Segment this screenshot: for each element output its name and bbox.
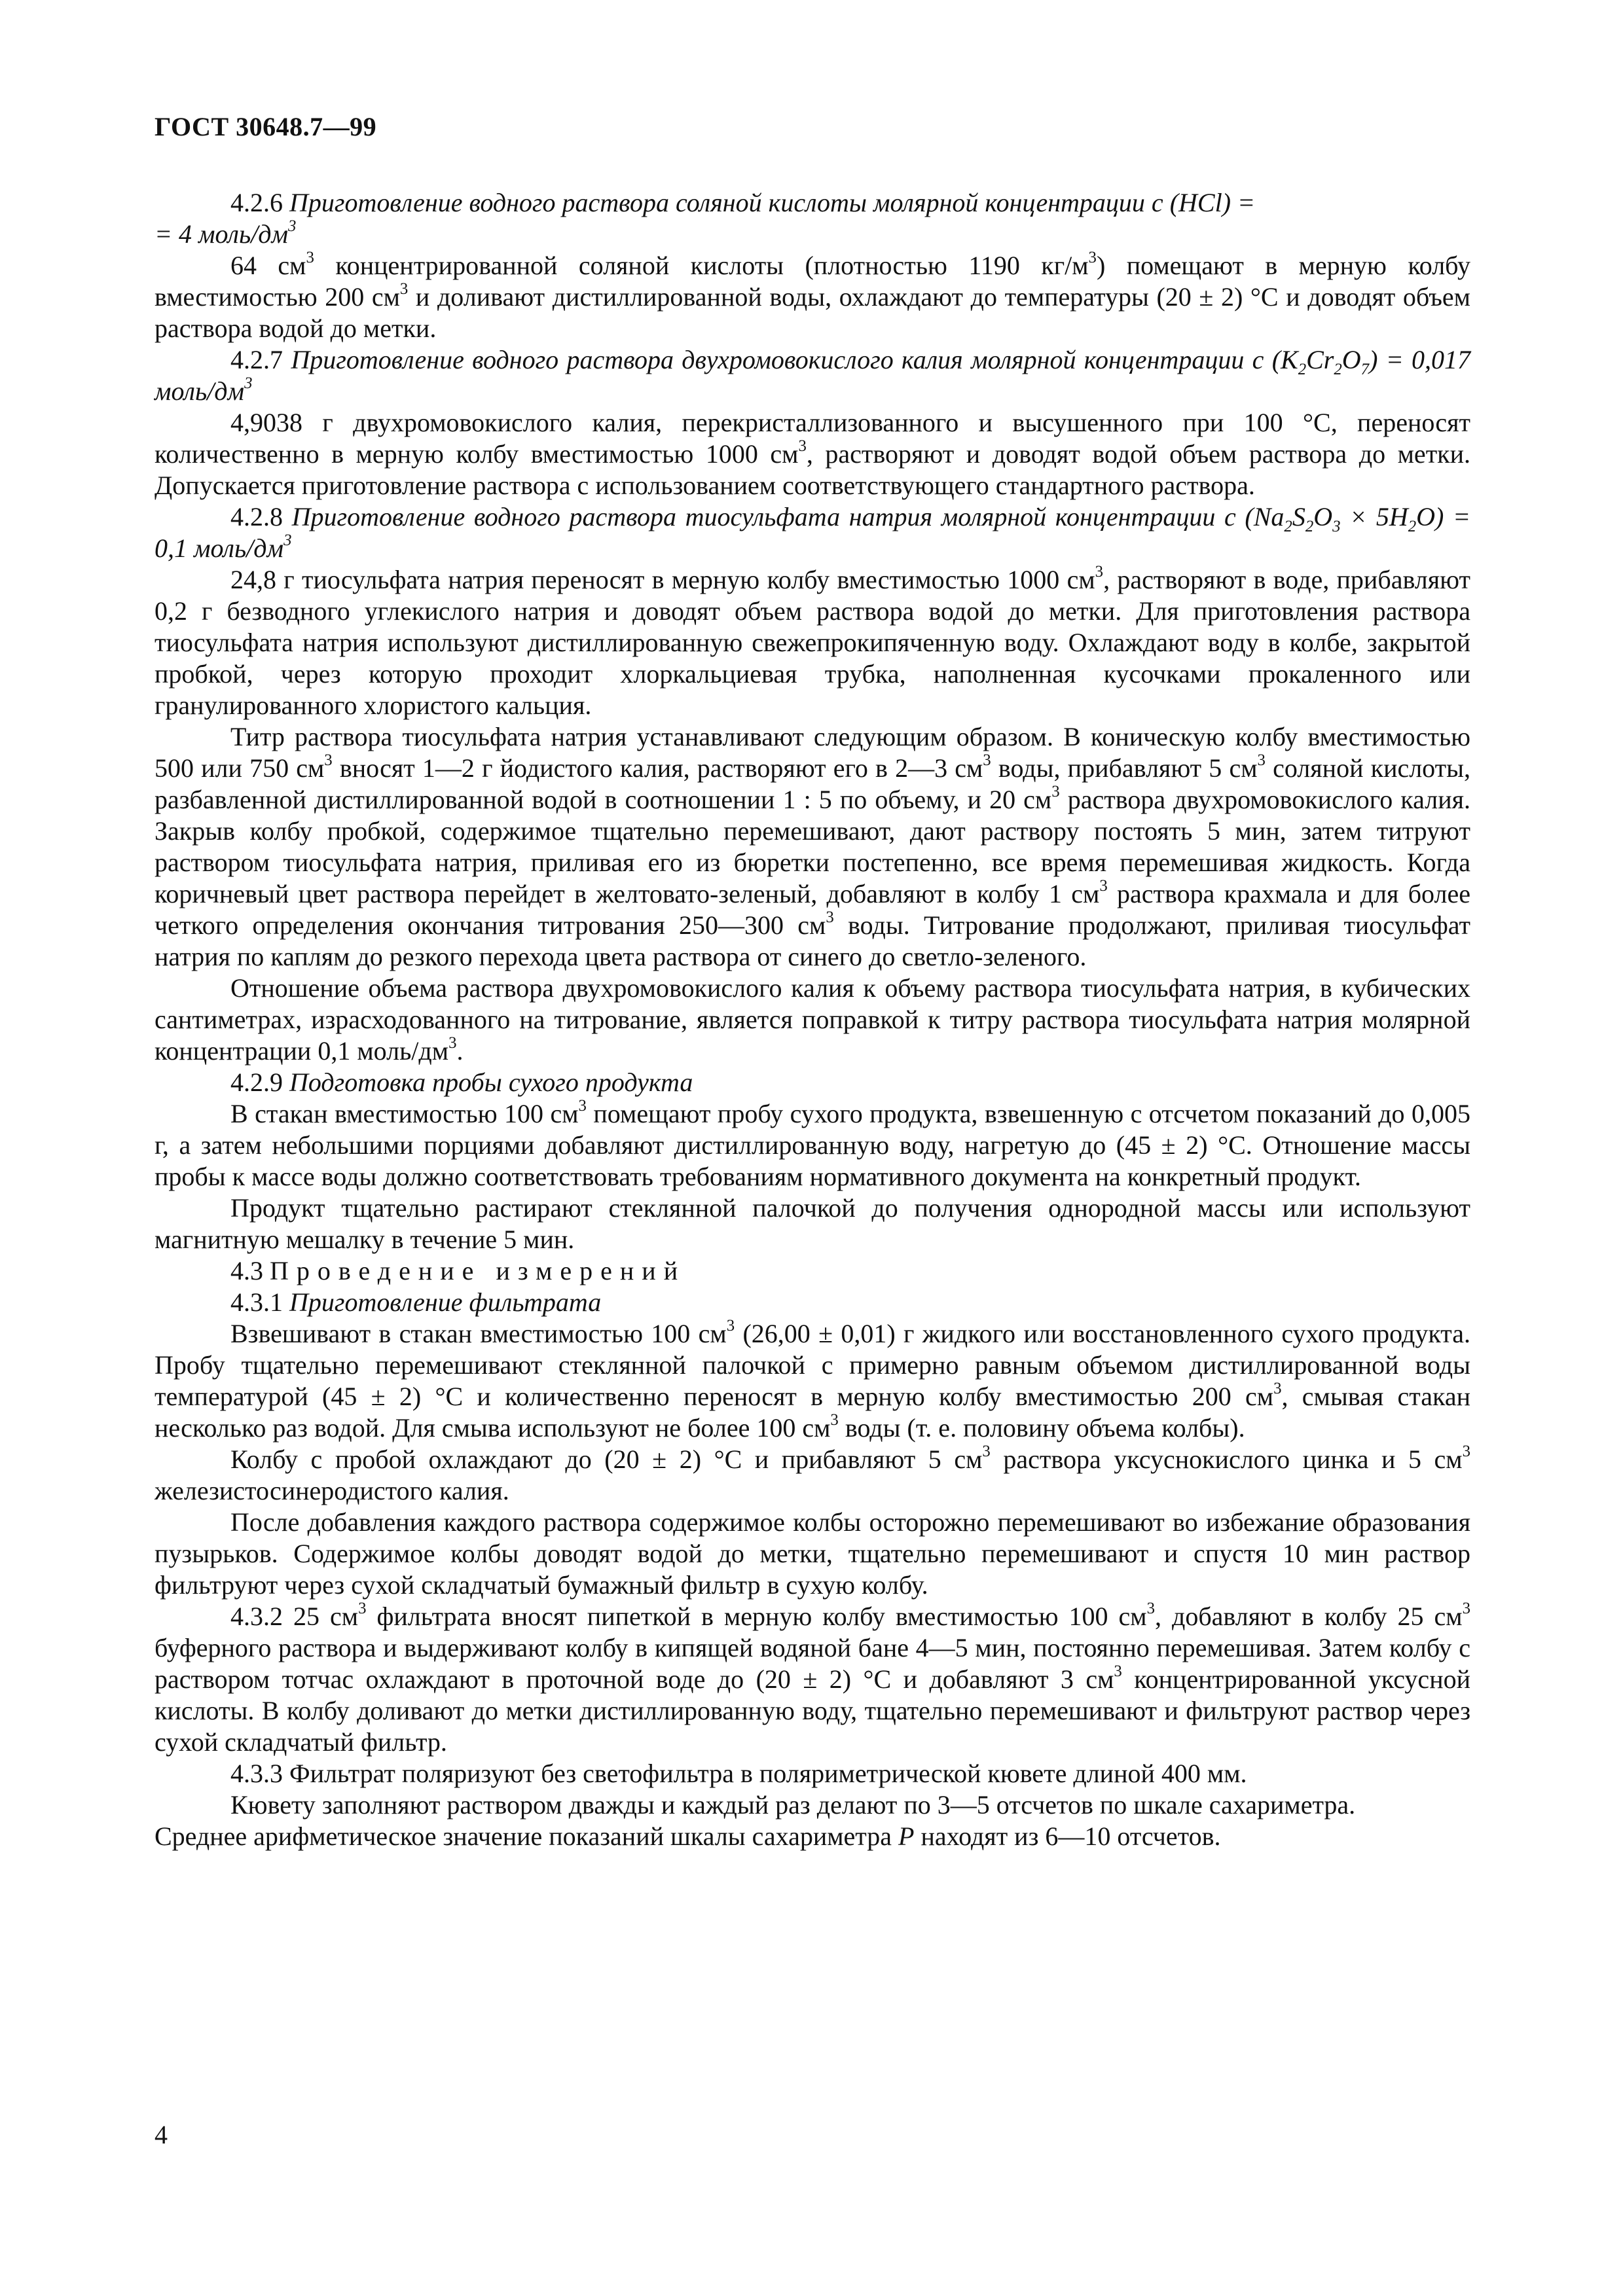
section-4-3-3-paragraph-1: 4.3.3 Фильтрат поляризуют без светофильтра в поляриметрической кювете длиной 400 мм. <box>230 1759 1247 1788</box>
section-4-3-1-paragraph-1: Взвешивают в стакан вместимостью 100 $см^3$ (26,00 ± 0,01) г жидкого или восстановленного сухого продукта. Пробу тщательно перемешивают стеклянной палочкой с примерно равным объемом дистиллированной воды температурой (45 ± 2) °С и количественно переносят в мерную колбу вместимостью 200 $см^3$, смывая стакан несколько раз водой. Для смыва используют не более 100 $см^3$ воды (т. е. половину объема колбы). <box>155 1316 1470 1443</box>
page-number: 4 <box>155 2120 168 2149</box>
section-4-3-3-paragraph-2: Кювету заполняют раствором дважды и каждый раз делают по 3—5 отсчетов по шкале сахариметра. <box>230 1790 1356 1820</box>
document-body <box>155 187 1470 1852</box>
section-4-2-8-heading: 4.2.8 Приготовление водного раствора тиосульфата натрия молярной концентрации с $(Na_2S_2O_3 \times 5H_2O) = 0,1$ моль/$дм^3$ <box>155 502 1470 563</box>
section-4-2-8-paragraph-1: 24,8 г тиосульфата натрия переносят в мерную колбу вместимостью 1000 $см^3$, растворяют в воде, прибавляют 0,2 г безводного углекислого натрия и доводят объем раствора водой до метки. Для приготовления раствора тиосульфата натрия используют дистиллированную свежепрокипяченную воду. Охлаждают воду в колбе, закрытой пробкой, через которую проходит хлоркальциевая трубка, наполненная кусочками прокаленного или гранулированного хлористого кальция. <box>155 562 1470 720</box>
document-header: ГОСТ 30648.7—99 <box>155 112 377 141</box>
section-4-3-heading: 4.3 Проведение измерений <box>230 1256 686 1285</box>
section-4-2-8-paragraph-3: Отношение объема раствора двухромовокислого калия к объему раствора тиосульфата натрия, в кубических сантиметрах, израсходованного на титрование, является поправкой к титру раствора тиосульфата натрия молярной концентрации 0,1 моль/$дм^3$. <box>155 973 1470 1066</box>
section-4-3-1-paragraph-3: После добавления каждого раствора содержимое колбы осторожно перемешивают во избежание образования пузырьков. Содержимое колбы доводят водой до метки, тщательно перемешивают и спустя 10 мин раствор фильтруют через сухой складчатый бумажный фильтр в сухую колбу. <box>155 1507 1470 1600</box>
section-4-3-1-paragraph-2: Колбу с пробой охлаждают до (20 ± 2) °С и прибавляют 5 $см^3$ раствора уксуснокислого цинка и 5 $см^3$ железистосинеродистого калия. <box>155 1442 1470 1505</box>
section-4-2-9-paragraph-1: В стакан вместимостью 100 $см^3$ помещают пробу сухого продукта, взвешенную с отсчетом показаний до 0,005 г, а затем небольшими порциями добавляют дистиллированную воду, нагретую до (45 ± 2) °С. Отношение массы пробы к массе воды должно соответствовать требованиям нормативного документа на конкретный продукт. <box>155 1096 1470 1191</box>
section-4-2-9-heading: 4.2.9 Подготовка пробы сухого продукта <box>230 1067 693 1097</box>
section-4-2-7-heading: 4.2.7 Приготовление водного раствора двухромовокислого калия молярной концентрации с $(K_2Cr_2O_7) = 0,017$ моль/$дм^3$ <box>155 345 1471 406</box>
section-4-3-2-paragraph: 4.3.2 25 $см^3$ фильтрата вносят пипеткой в мерную колбу вместимостью 100 $см^3$, добавляют в колбу 25 $см^3$ буферного раствора и выдерживают колбу в кипящей водяной бане 4—5 мин, постоянно перемешивая. Затем колбу с раствором тотчас охлаждают в проточной воде до (20 ± 2) °С и добавляют 3 $см^3$ концентрированной уксусной кислоты. В колбу доливают до метки дистиллированную воду, тщательно перемешивают и фильтруют раствор через сухой складчатый фильтр. <box>155 1599 1471 1757</box>
section-4-2-7-paragraph: 4,9038 г двухромовокислого калия, перекристаллизованного и высушенного при 100 °С, переносят количественно в мерную колбу вместимостью 1000 $см^3$, растворяют и доводят водой объем раствора до метки. Допускается приготовление раствора с использованием соответствующего стандартного раствора. <box>155 408 1471 500</box>
section-4-3-1-heading: 4.3.1 Приготовление фильтрата <box>230 1287 602 1317</box>
section-4-2-9-paragraph-2: Продукт тщательно растирают стеклянной палочкой до получения однородной массы или используют магнитную мешалку в течение 5 мин. <box>155 1193 1470 1254</box>
section-4-2-6-heading: 4.2.6 Приготовление водного раствора соляной кислоты молярной концентрации с (HCl) = = 4 моль/$дм^3$ <box>155 188 1255 249</box>
section-4-2-6-paragraph: 64 $см^3$ концентрированной соляной кислоты (плотностью 1190 $кг/м^3$) помещают в мерную колбу вместимостью 200 $см^3$ и доливают дистиллированной воды, охлаждают до температуры (20 ± 2) °С и доводят объем раствора водой до метки. <box>155 248 1471 343</box>
section-4-3-3-paragraph-3: Среднее арифметическое значение показаний шкалы сахариметра P находят из 6—10 отсчетов. <box>155 1821 1221 1851</box>
section-4-2-8-paragraph-2: Титр раствора тиосульфата натрия устанавливают следующим образом. В коническую колбу вместимостью 500 или 750 $см^3$ вносят 1—2 г йодистого калия, растворяют его в 2—3 $см^3$ воды, прибавляют 5 $см^3$ соляной кислоты, разбавленной дистиллированной водой в соотношении 1 : 5 по объему, и 20 $см^3$ раствора двухромовокислого калия. Закрыв колбу пробкой, содержимое тщательно перемешивают, дают раствору постоять 5 мин, затем титруют раствором тиосульфата натрия, приливая его из бюретки постепенно, все время перемешивая жидкость. Когда коричневый цвет раствора перейдет в желтовато-зеленый, добавляют в колбу 1 $см^3$ раствора крахмала и для более четкого определения окончания титрования 250—300 $см^3$ воды. Титрование продолжают, приливая тиосульфат натрия по каплям до резкого перехода цвета раствора от синего до светло-зеленого. <box>155 722 1471 971</box>
